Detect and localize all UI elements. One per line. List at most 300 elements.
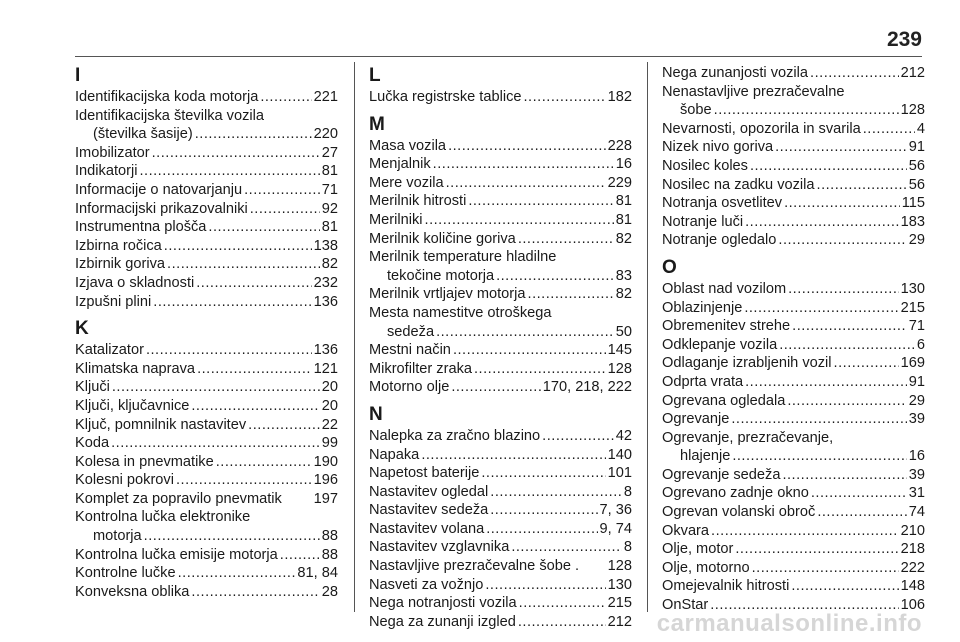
index-entry[interactable] — [75, 397, 338, 416]
dot-leader — [178, 564, 296, 583]
entry-term: Merilniki — [369, 211, 423, 228]
entry-term: Motorno olje — [369, 379, 450, 396]
index-entry[interactable] — [75, 181, 338, 200]
index-letter-heading: L — [369, 65, 381, 86]
entry-term: Izbirnik goriva — [75, 256, 166, 273]
dot-leader — [863, 120, 915, 139]
entry-page-number[interactable]: 91 — [908, 139, 925, 156]
entry-page-number[interactable]: 128 — [900, 102, 925, 119]
entry-page-number[interactable]: 31 — [908, 485, 925, 502]
column-divider — [647, 62, 648, 612]
dot-leader — [518, 613, 606, 632]
entry-page-number[interactable]: 115 — [901, 195, 925, 212]
index-entry-continuation[interactable] — [369, 267, 632, 286]
entry-term: Nevarnosti, opozorila in svarila — [662, 120, 861, 137]
entry-term: Oblast nad vozilom — [662, 280, 787, 297]
dot-leader — [433, 155, 614, 174]
entry-page-number[interactable]: 28 — [321, 583, 338, 600]
entry-page-number[interactable]: 215 — [900, 299, 925, 316]
entry-page-number[interactable]: 29 — [908, 232, 925, 249]
dot-leader — [779, 336, 915, 355]
entry-page-number[interactable]: 74 — [908, 504, 925, 521]
entry-term: Okvara — [662, 522, 710, 539]
entry-term: hlajenje — [680, 448, 731, 465]
dot-leader — [176, 471, 312, 490]
entry-term: Instrumentna plošča — [75, 219, 207, 236]
index-entry[interactable] — [662, 577, 925, 596]
entry-page-number[interactable]: 140 — [607, 446, 632, 463]
entry-page-number[interactable]: 88 — [321, 546, 338, 563]
entry-term: Nasveti za vožnjo — [369, 576, 484, 593]
index-letter-heading: K — [75, 318, 89, 340]
dot-leader — [446, 174, 606, 193]
dot-leader — [481, 464, 605, 483]
index-entry[interactable] — [369, 613, 632, 632]
entry-page-number[interactable]: 91 — [908, 373, 925, 390]
index-entry[interactable] — [75, 508, 338, 527]
index-entry[interactable] — [662, 559, 925, 578]
entry-page-number[interactable]: 20 — [321, 397, 338, 414]
entry-page-number[interactable]: 148 — [900, 578, 925, 595]
index-entry[interactable] — [662, 231, 925, 250]
entry-page-number[interactable]: 82 — [615, 230, 632, 247]
entry-page-number[interactable]: 39 — [908, 466, 925, 483]
index-entry[interactable] — [369, 378, 632, 397]
index-entry[interactable] — [662, 83, 925, 102]
entry-page-number[interactable]: 7, 36 — [599, 502, 632, 519]
entry-term: Ogrevanje sedeža — [662, 466, 781, 483]
entry-page-number[interactable]: 190 — [313, 453, 338, 470]
index-entry[interactable] — [75, 378, 338, 397]
index-entry[interactable] — [662, 484, 925, 503]
entry-page-number[interactable]: 128 — [607, 558, 632, 575]
dot-leader — [778, 231, 906, 250]
entry-page-number[interactable]: 232 — [313, 274, 338, 291]
index-entry[interactable] — [75, 274, 338, 293]
dot-leader — [519, 594, 606, 613]
entry-term: Omejevalnik hitrosti — [662, 578, 790, 595]
dot-leader — [810, 64, 899, 83]
entry-term: Kontrolne lučke — [75, 565, 176, 582]
index-entry[interactable] — [662, 354, 925, 373]
entry-term: Merilnik temperature hladilne — [369, 249, 557, 266]
entry-term: Klimatska naprava — [75, 360, 196, 377]
dot-leader — [485, 576, 605, 595]
dot-leader — [153, 293, 311, 312]
entry-term: Konveksna oblika — [75, 583, 190, 600]
index-entry[interactable] — [75, 162, 338, 181]
index-entry-continuation[interactable] — [75, 125, 338, 144]
index-letter-heading: N — [369, 403, 383, 425]
entry-term: Mikrofilter zraka — [369, 360, 472, 377]
index-entry[interactable] — [662, 410, 925, 429]
index-entry[interactable] — [369, 520, 632, 539]
column-divider — [354, 62, 355, 612]
entry-term: Odklepanje vozila — [662, 336, 778, 353]
index-column-2 — [369, 64, 632, 631]
index-entry[interactable] — [369, 174, 632, 193]
entry-page-number[interactable]: 50 — [615, 323, 632, 340]
index-entry[interactable] — [75, 360, 338, 379]
entry-term: Izjava o skladnosti — [75, 274, 195, 291]
entry-term: Izpušni plini — [75, 293, 152, 310]
index-entry[interactable] — [75, 88, 338, 107]
index-entry[interactable] — [369, 211, 632, 230]
index-entry[interactable] — [369, 594, 632, 613]
index-entry[interactable] — [75, 434, 338, 453]
entry-term: Nenastavljive prezračevalne — [662, 83, 845, 100]
index-entry[interactable] — [662, 157, 925, 176]
dot-leader — [248, 416, 320, 435]
dot-leader — [448, 137, 606, 156]
entry-page-number[interactable]: 170, 218, 222 — [542, 379, 632, 396]
dot-leader — [421, 446, 605, 465]
dot-leader — [451, 378, 540, 397]
page-number: 239 — [886, 28, 922, 51]
dot-leader — [244, 181, 320, 200]
dot-leader — [511, 538, 622, 557]
index-entry[interactable] — [75, 490, 338, 509]
index-entry[interactable] — [75, 237, 338, 256]
entry-term: Menjalnik — [369, 156, 431, 173]
entry-page-number[interactable]: 81, 84 — [297, 565, 338, 582]
entry-page-number[interactable]: 82 — [321, 256, 338, 273]
entry-term: OnStar — [662, 597, 709, 614]
dot-leader — [260, 88, 311, 107]
watermark: carmanualsonline.info — [656, 610, 922, 637]
index-entry[interactable] — [369, 446, 632, 465]
entry-page-number[interactable]: 56 — [908, 157, 925, 174]
index-letter-heading: M — [369, 113, 385, 135]
entry-term: Kontrolna lučka emisije motorja — [75, 546, 278, 563]
entry-term: Obremenitev strehe — [662, 318, 791, 335]
index-entry[interactable] — [662, 213, 925, 232]
dot-leader — [787, 392, 906, 411]
entry-page-number[interactable]: 71 — [908, 318, 925, 335]
index-entry[interactable] — [662, 392, 925, 411]
entry-term: Nastavitev volana — [369, 520, 485, 537]
entry-page-number[interactable]: 228 — [607, 137, 632, 154]
index-entry[interactable] — [75, 107, 338, 126]
index-entry[interactable] — [662, 194, 925, 213]
dot-leader — [216, 453, 312, 472]
entry-page-number[interactable]: 183 — [900, 213, 925, 230]
index-entry[interactable] — [369, 341, 632, 360]
entry-page-number[interactable]: 42 — [615, 427, 632, 444]
index-entry-continuation[interactable] — [369, 323, 632, 342]
dot-leader — [112, 378, 320, 397]
dot-leader — [191, 583, 319, 602]
dot-leader — [791, 577, 898, 596]
entry-term: Odprta vrata — [662, 373, 744, 390]
entry-term: Koda — [75, 435, 110, 452]
entry-page-number[interactable]: 130 — [900, 280, 925, 297]
entry-term: Merilnik hitrosti — [369, 193, 467, 210]
dot-leader — [496, 267, 614, 286]
entry-term: Identifikacijska številka vozila — [75, 107, 264, 124]
entry-page-number[interactable]: 197 — [313, 490, 338, 507]
entry-term: Kontrolna lučka elektronike — [75, 509, 251, 526]
entry-term: Kolesni pokrovi — [75, 472, 174, 489]
dot-leader — [524, 88, 606, 107]
index-entry[interactable] — [369, 155, 632, 174]
index-entry[interactable] — [369, 464, 632, 483]
entry-page-number[interactable]: 81 — [615, 211, 632, 228]
header-rule — [75, 56, 922, 57]
entry-page-number[interactable]: 145 — [607, 342, 632, 359]
index-entry-continuation[interactable] — [75, 527, 338, 546]
dot-leader — [750, 157, 907, 176]
index-entry[interactable] — [75, 218, 338, 237]
index-entry[interactable] — [662, 336, 925, 355]
dot-leader — [784, 194, 900, 213]
entry-term: Oblazinjenje — [662, 299, 743, 316]
index-entry[interactable] — [75, 471, 338, 490]
entry-page-number[interactable]: 196 — [313, 472, 338, 489]
entry-term: Nega za zunanji izgled — [369, 613, 516, 630]
index-entry[interactable] — [75, 341, 338, 360]
entry-page-number[interactable]: 222 — [900, 559, 925, 576]
dot-leader — [196, 274, 311, 293]
index-entry-continuation[interactable] — [662, 101, 925, 120]
entry-page-number[interactable]: 8 — [623, 539, 632, 556]
index-entry[interactable] — [369, 137, 632, 156]
entry-page-number[interactable]: 22 — [321, 416, 338, 433]
entry-term: Napetost baterije — [369, 465, 480, 482]
dot-leader — [152, 144, 320, 163]
index-column-1 — [75, 64, 338, 601]
index-letter-heading: I — [75, 65, 81, 86]
index-entry[interactable] — [662, 64, 925, 83]
index-entry-continuation[interactable] — [662, 447, 925, 466]
dot-leader — [468, 192, 613, 211]
index-entry[interactable] — [662, 466, 925, 485]
entry-term: Ogrevan volanski obroč — [662, 504, 816, 521]
dot-leader — [817, 176, 907, 195]
index-entry[interactable] — [369, 285, 632, 304]
entry-term: Nastavljive prezračevalne šobe . — [369, 558, 580, 575]
entry-page-number[interactable]: 81 — [615, 193, 632, 210]
entry-term: Ogrevano zadnje okno — [662, 485, 809, 502]
index-entry[interactable] — [662, 540, 925, 559]
index-entry[interactable] — [75, 453, 338, 472]
entry-page-number[interactable]: 220 — [313, 126, 338, 143]
index-entry[interactable] — [369, 501, 632, 520]
entry-page-number[interactable]: 20 — [321, 379, 338, 396]
entry-page-number[interactable]: 29 — [908, 392, 925, 409]
index-entry[interactable] — [369, 230, 632, 249]
entry-page-number[interactable]: 82 — [615, 286, 632, 303]
entry-term: Ključ, pomnilnik nastavitev — [75, 416, 247, 433]
entry-page-number[interactable]: 101 — [607, 465, 632, 482]
entry-page-number[interactable]: 136 — [313, 342, 338, 359]
entry-term: Olje, motor — [662, 541, 734, 558]
entry-term: Masa vozila — [369, 137, 447, 154]
entry-page-number[interactable]: 215 — [607, 595, 632, 612]
dot-leader — [486, 520, 597, 539]
entry-term: Ogrevanje, prezračevanje, — [662, 429, 834, 446]
dot-leader — [490, 483, 622, 502]
entry-page-number[interactable]: 210 — [900, 522, 925, 539]
dot-leader — [197, 360, 312, 379]
entry-term: Lučka registrske tablice — [369, 89, 522, 105]
entry-term: Nastavitev sedeža — [369, 502, 489, 519]
dot-leader — [744, 299, 898, 318]
entry-term: Nastavitev ogledal — [369, 483, 489, 500]
entry-term: Notranje ogledalo — [662, 232, 777, 249]
entry-page-number[interactable]: 218 — [900, 541, 925, 558]
entry-page-number[interactable]: 136 — [313, 293, 338, 310]
entry-page-number[interactable]: 221 — [313, 89, 338, 105]
entry-term: šobe — [680, 102, 712, 119]
entry-page-number[interactable]: 212 — [607, 613, 632, 630]
index-entry[interactable] — [75, 255, 338, 274]
entry-page-number[interactable]: 83 — [615, 267, 632, 284]
index-entry[interactable] — [369, 557, 632, 576]
dot-leader — [195, 125, 312, 144]
entry-term: Nosilec na zadku vozila — [662, 176, 815, 193]
index-entry[interactable] — [662, 138, 925, 157]
dot-leader — [752, 559, 899, 578]
entry-page-number[interactable]: 27 — [321, 144, 338, 161]
dot-leader — [191, 397, 319, 416]
entry-term: tekočine motorja — [387, 267, 495, 284]
index-entry[interactable] — [369, 360, 632, 379]
entry-page-number[interactable]: 16 — [615, 156, 632, 173]
dot-leader — [280, 546, 320, 565]
dot-leader — [811, 484, 907, 503]
dot-leader — [144, 527, 320, 546]
entry-page-number[interactable]: 88 — [321, 528, 338, 545]
entry-term: Ogrevanje — [662, 411, 730, 428]
index-entry[interactable] — [75, 293, 338, 312]
entry-page-number[interactable]: 4 — [916, 120, 925, 137]
entry-term: Imobilizator — [75, 144, 150, 161]
index-entry[interactable] — [369, 88, 632, 107]
entry-page-number[interactable]: 128 — [607, 360, 632, 377]
index-entry[interactable] — [369, 538, 632, 557]
dot-leader — [731, 410, 906, 429]
dot-leader — [735, 540, 898, 559]
index-entry[interactable] — [662, 373, 925, 392]
entry-page-number[interactable]: 81 — [321, 163, 338, 180]
entry-page-number[interactable]: 99 — [321, 435, 338, 452]
index-entry[interactable] — [662, 503, 925, 522]
dot-leader — [167, 255, 320, 274]
entry-term: Indikatorji — [75, 163, 138, 180]
dot-leader — [542, 427, 614, 446]
index-entry[interactable] — [662, 522, 925, 541]
entry-term: Mesta namestitve otroškega — [369, 304, 552, 321]
dot-leader — [711, 522, 899, 541]
entry-term: Ključi — [75, 379, 110, 396]
index-entry[interactable] — [369, 248, 632, 267]
dot-leader — [792, 317, 907, 336]
dot-leader — [745, 213, 899, 232]
index-entry[interactable] — [75, 200, 338, 219]
dot-leader — [788, 280, 899, 299]
entry-term: Komplet za popravilo pnevmatik — [75, 490, 282, 507]
index-entry[interactable] — [75, 546, 338, 565]
dot-leader — [490, 501, 597, 520]
index-entry[interactable] — [369, 427, 632, 446]
entry-term: Nega notranjosti vozila — [369, 595, 517, 612]
index-entry[interactable] — [75, 583, 338, 602]
entry-page-number[interactable]: 71 — [321, 181, 338, 198]
entry-page-number[interactable]: 56 — [908, 176, 925, 193]
entry-term: sedeža — [387, 323, 435, 340]
index-entry[interactable] — [662, 120, 925, 139]
index-entry[interactable] — [662, 299, 925, 318]
entry-term: Ključi, ključavnice — [75, 397, 190, 414]
entry-term: Informacije o natovarjanju — [75, 181, 243, 198]
entry-page-number[interactable]: 92 — [321, 200, 338, 217]
entry-page-number[interactable]: 9, 74 — [599, 520, 632, 537]
index-entry[interactable] — [369, 483, 632, 502]
entry-term: Kolesa in pnevmatike — [75, 453, 214, 470]
index-entry[interactable] — [369, 304, 632, 323]
index-entry[interactable] — [369, 192, 632, 211]
entry-page-number[interactable]: 121 — [313, 360, 338, 377]
entry-term: (številka šasije) — [93, 126, 193, 143]
entry-page-number[interactable]: 182 — [607, 89, 632, 105]
entry-page-number[interactable]: 130 — [607, 576, 632, 593]
dot-leader — [164, 237, 312, 256]
dot-leader — [732, 447, 906, 466]
entry-term: Nosilec koles — [662, 157, 748, 174]
dot-leader — [528, 285, 614, 304]
index-entry[interactable] — [369, 576, 632, 595]
entry-page-number[interactable]: 8 — [623, 483, 632, 500]
entry-term: Merilnik količine goriva — [369, 230, 516, 247]
dot-leader — [474, 360, 606, 379]
entry-page-number[interactable]: 138 — [313, 237, 338, 254]
entry-term: Nega zunanjosti vozila — [662, 65, 809, 81]
entry-page-number[interactable]: 6 — [916, 336, 925, 353]
dot-leader — [453, 341, 606, 360]
dot-leader — [208, 218, 319, 237]
index-entry[interactable] — [662, 317, 925, 336]
dot-leader — [111, 434, 320, 453]
entry-page-number[interactable]: 169 — [900, 355, 925, 372]
index-entry[interactable] — [75, 144, 338, 163]
entry-term: Nizek nivo goriva — [662, 139, 774, 156]
entry-term: Mestni način — [369, 342, 451, 359]
entry-term: motorja — [93, 528, 142, 545]
index-entry[interactable] — [662, 429, 925, 448]
entry-term: Merilnik vrtljajev motorja — [369, 286, 526, 303]
entry-term: Nalepka za zračno blazino — [369, 427, 541, 444]
entry-page-number[interactable]: 16 — [908, 448, 925, 465]
index-entry[interactable] — [662, 280, 925, 299]
index-entry[interactable] — [75, 564, 338, 583]
index-entry[interactable] — [75, 416, 338, 435]
entry-term: Notranje luči — [662, 213, 744, 230]
index-letter-heading: O — [662, 256, 677, 278]
entry-page-number[interactable]: 39 — [908, 411, 925, 428]
entry-page-number[interactable]: 212 — [900, 65, 925, 81]
entry-page-number[interactable]: 229 — [607, 174, 632, 191]
dot-leader — [817, 503, 906, 522]
index-entry[interactable] — [662, 176, 925, 195]
dot-leader — [775, 138, 907, 157]
entry-term: Katalizator — [75, 342, 144, 359]
entry-term: Ogrevana ogledala — [662, 392, 786, 409]
entry-page-number[interactable]: 106 — [900, 597, 925, 614]
entry-page-number[interactable]: 81 — [321, 219, 338, 236]
dot-leader — [745, 373, 907, 392]
dot-leader — [782, 466, 906, 485]
